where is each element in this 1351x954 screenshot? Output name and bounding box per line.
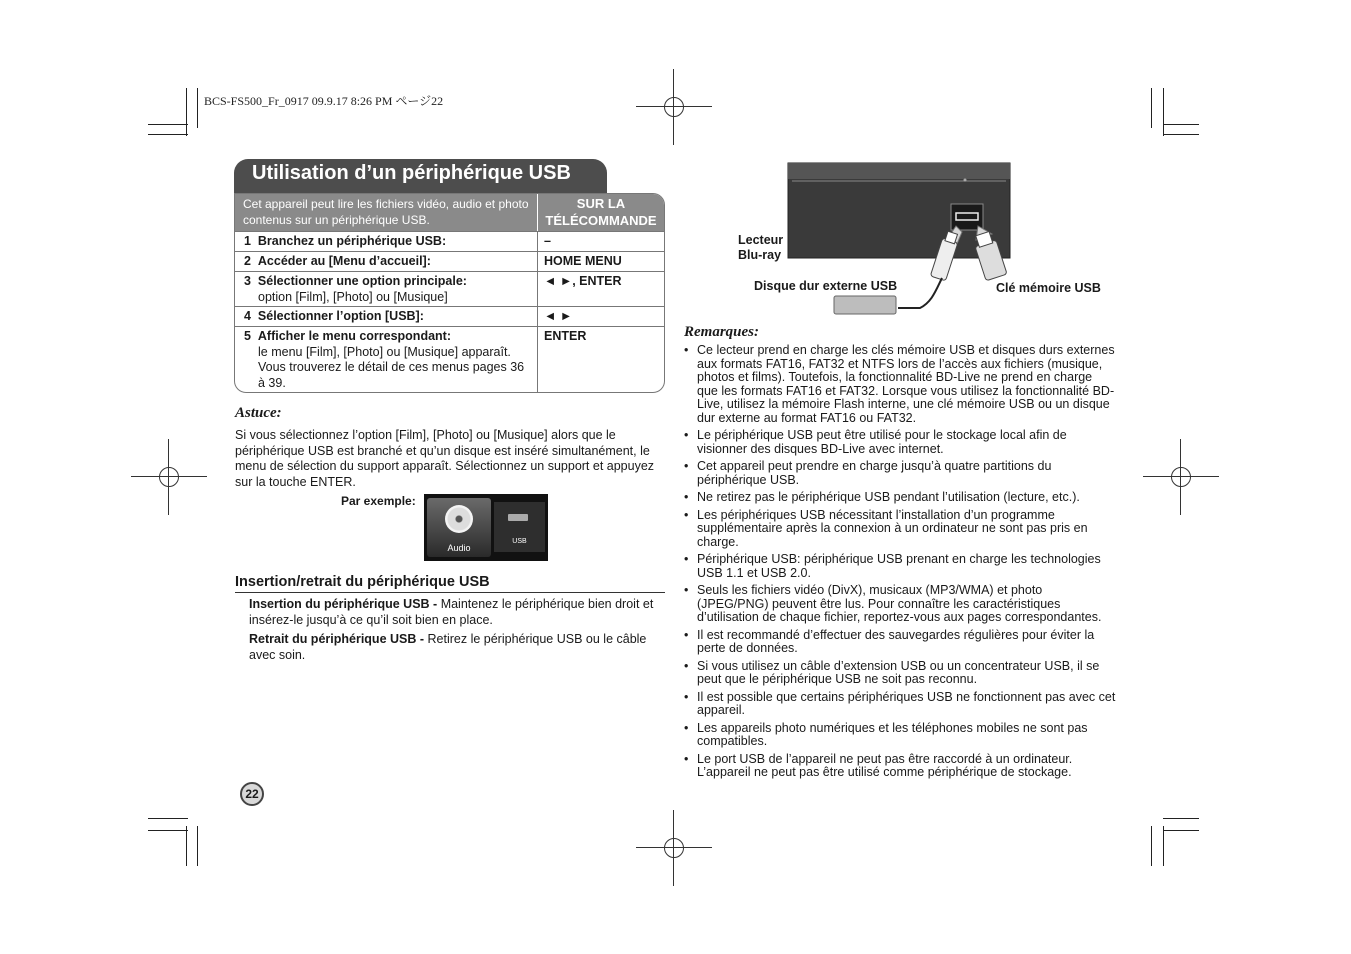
hdd-label: Disque dur externe USB: [754, 279, 898, 293]
table-row: 5 Afficher le menu correspondant: le menu [Film], [Photo] ou [Musique] apparaît. Vous trouverez le détail de ces menus pages 36 à 39. ENTER: [235, 326, 664, 393]
list-item: • Le périphérique USB peut être utilisé pour le stockage local afin de visionner des disques BD-Live avec internet.: [684, 429, 1116, 456]
removal-text: Retrait du périphérique USB - Retirez le périphérique USB ou le câble avec soin.: [249, 632, 647, 662]
list-item: • Les périphériques USB nécessitant l’installation d’un programme supplémentaire après la connexion à un ordinateur ne sont pas pris en charge.: [684, 509, 1116, 550]
list-item: • Ce lecteur prend en charge les clés mémoire USB et disques durs externes aux formats FAT16, FAT32 et NTFS lors de l’accès aux fichiers (musique, photos et films). Toutefois, la fonctionnalité BD-Live ne prend en charge que les formats FAT16 et FAT32. Lorsque vous utilisez la fonctionnalité BD-Live, utilisez la mémoire Flash interne, une clé mémoire USB ou un disque dur externe au format FAT16 ou FAT32.: [684, 344, 1116, 425]
audio-option: Audio: [427, 498, 491, 557]
table-row: 4 Sélectionner l’option [USB]: ◄ ►: [235, 306, 664, 327]
list-item: • Si vous utilisez un câble d’extension USB ou un concentrateur USB, il se peut que le périphérique USB ne soit pas reconnu.: [684, 660, 1116, 687]
external-hdd: [834, 296, 896, 314]
table-row: 1 Branchez un périphérique USB: –: [235, 231, 664, 252]
player-label: Lecteur Blu-ray: [738, 233, 784, 262]
list-item: • Il est possible que certains périphériques USB ne fonctionnent pas avec cet appareil.: [684, 691, 1116, 718]
registration-mark-bottom: [654, 828, 694, 868]
table-header: [235, 194, 664, 231]
example-label: Par exemple:: [341, 494, 416, 508]
usb-connection-diagram: [730, 160, 1120, 320]
registration-mark-left: [149, 457, 189, 497]
steps-table: [234, 193, 665, 393]
list-item: • Périphérique USB: périphérique USB prenant en charge les technologies USB 1.1 et USB 2.0.: [684, 553, 1116, 580]
table-row: 2 Accéder au [Menu d’accueil]: HOME MENU: [235, 251, 664, 272]
insertion-heading: Insertion/retrait du périphérique USB: [235, 574, 665, 593]
player-top-strip: [788, 163, 1010, 179]
list-item: • Il est recommandé d’effectuer des sauvegardes régulières pour éviter la perte de données.: [684, 629, 1116, 656]
remarks-list: [684, 344, 1116, 784]
insertion-text: Insertion du périphérique USB - Maintenez le périphérique bien droit et insérez-le jusqu’à ce qu’il soit bien en place.: [249, 597, 654, 627]
print-header: BCS-FS500_Fr_0917 09.9.17 8:26 PM ページ22: [204, 94, 444, 108]
usb-option: USB: [494, 502, 545, 552]
list-item: • Cet appareil peut prendre en charge jusqu’à quatre partitions du périphérique USB.: [684, 460, 1116, 487]
list-item: • Ne retirez pas le périphérique USB pendant l’utilisation (lecture, etc.).: [684, 491, 1116, 505]
tip-heading: Astuce:: [235, 405, 282, 421]
disc-icon: [445, 505, 473, 533]
registration-mark-top: [654, 87, 694, 127]
usb-key-label: Clé mémoire USB: [996, 281, 1101, 295]
remarks-heading: Remarques:: [684, 324, 759, 340]
registration-mark-right: [1161, 457, 1201, 497]
usb-stick-icon: [508, 514, 528, 521]
page-title: Utilisation d’un périphérique USB: [234, 159, 607, 193]
table-row: 3 Sélectionner une option principale: option [Film], [Photo] ou [Musique] ◄ ►, ENTER: [235, 271, 664, 307]
tip-text: Si vous sélectionnez l’option [Film], [Photo] ou [Musique] alors que le périphérique USB est branché et qu’un disque est inséré simultanément, le menu de sélection du support apparaît. Sélectionnez un support et appuyez sur la touche ENTER.: [235, 428, 655, 489]
example-menu-image: [424, 494, 548, 561]
list-item: • Les appareils photo numériques et les téléphones mobiles ne sont pas compatibles.: [684, 722, 1116, 749]
table-intro: Cet appareil peut lire les fichiers vidéo, audio et photo contenus sur un périphérique USB.: [243, 197, 529, 227]
usb-cable: [898, 278, 942, 308]
page-number: 22: [240, 782, 264, 806]
list-item: • Le port USB de l’appareil ne peut pas être raccordé à un ordinateur. L’appareil ne peut pas être utilisé comme périphérique de stockage.: [684, 753, 1116, 780]
list-item: • Seuls les fichiers vidéo (DivX), musicaux (MP3/WMA) et photo (JPEG/PNG) peuvent être lus. Pour connaître les caractéristiques d’utilisation de chaque fichier, reportez-vous aux pages correspondantes.: [684, 584, 1116, 625]
remote-header: SUR LA TÉLÉCOMMANDE: [545, 196, 657, 228]
